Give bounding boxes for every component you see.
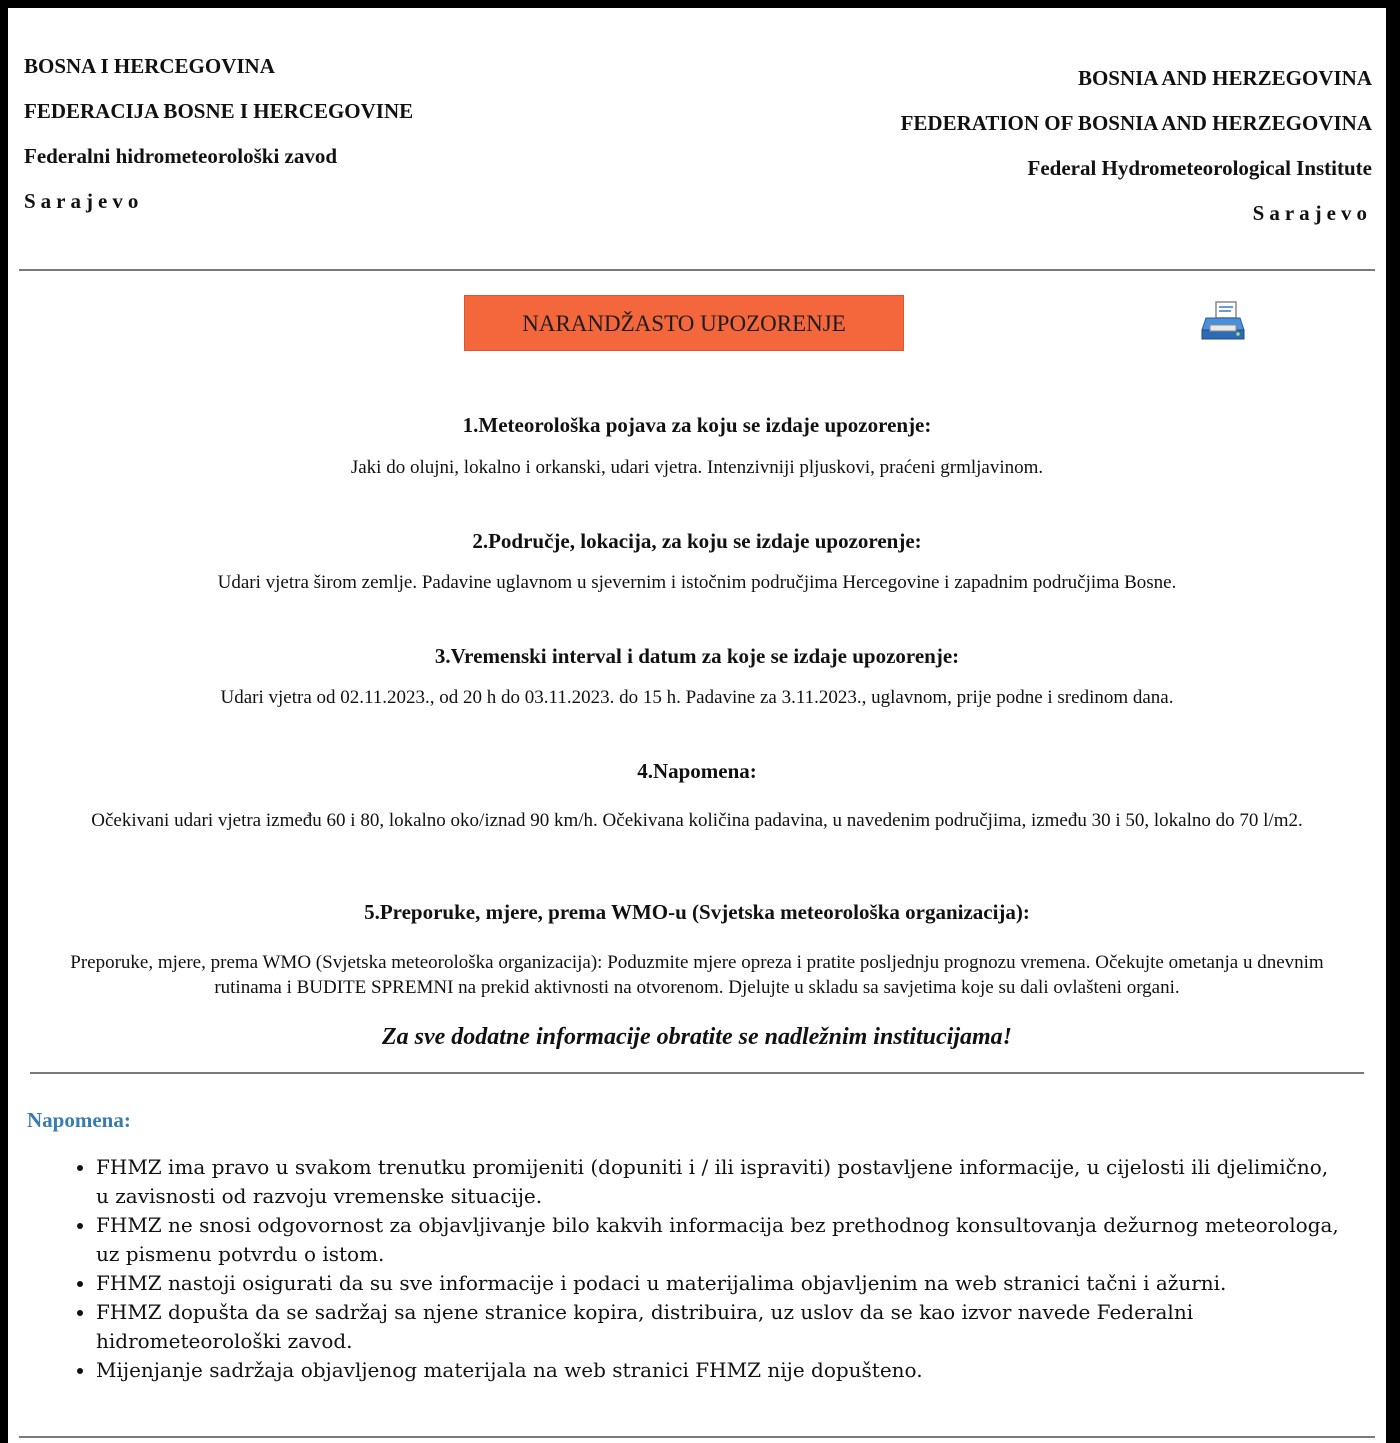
header-left-federation: FEDERACIJA BOSNE I HERCEGOVINE (24, 99, 414, 123)
list-item: • FHMZ nastoji osigurati da su sve informacije i podaci u materijalima objavljenim na web stranici tačni i ažurni. (96, 1269, 1346, 1298)
section-1-title: 1.Meteorološka pojava za koju se izdaje upozorenje: (462, 413, 932, 437)
section-5-title: 5.Preporuke, mjere, prema WMO-u (Svjetska meteorološka organizacija): (364, 900, 1030, 924)
section-4-title: 4.Napomena: (637, 759, 757, 783)
divider-bottom (19, 1436, 1375, 1438)
section-3-title: 3.Vremenski interval i datum za koje se izdaje upozorenje: (434, 644, 960, 668)
list-item: • FHMZ ima pravo u svakom trenutku promijeniti (dopuniti i / ili ispraviti) postavljene informacije, u cijelosti ili djelimično, u zavisnosti od razvoju vremenske situacije. (96, 1153, 1346, 1211)
header-right-federation: FEDERATION OF BOSNIA AND HERZEGOVINA (900, 111, 1372, 135)
section-2-body: Udari vjetra širom zemlje. Padavine uglavnom u sjevernim i istočnim područjima Hercegovine i zapadnim područjima Bosne. (217, 572, 1177, 593)
divider-middle (30, 1072, 1364, 1074)
list-item: • Mijenjanje sadržaja objavljenog materijala na web stranici FHMZ nije dopušteno. (96, 1356, 1346, 1385)
warning-level-badge: NARANDŽASTO UPOZORENJE (464, 295, 904, 351)
section-1-body: Jaki do olujni, lokalno i orkanski, udari vjetra. Intenzivniji pljuskovi, praćeni grmljavinom. (350, 457, 1044, 478)
header-right-institute: Federal Hydrometeorological Institute (1027, 156, 1372, 180)
header-right-city: Sarajevo (1252, 201, 1372, 225)
header-left-institute: Federalni hidrometeorološki zavod (24, 144, 338, 168)
final-note: Za sve dodatne informacije obratite se nadležnim institucijama! (381, 1024, 1012, 1050)
header-left-country: BOSNA I HERCEGOVINA (24, 54, 275, 78)
header-left-block (24, 44, 413, 224)
print-button[interactable] (1198, 298, 1248, 344)
notes-title: Napomena: (27, 1108, 131, 1132)
page (8, 8, 1386, 1443)
section-3-body: Udari vjetra od 02.11.2023., od 20 h do 03.11.2023. do 15 h. Padavine za 3.11.2023., uglavnom, prije podne i sredinom dana. (220, 687, 1174, 708)
header (8, 8, 1386, 270)
list-item: • FHMZ dopušta da se sadržaj sa njene stranice kopira, distribuira, uz uslov da se kao izvor navede Federalni hidrometeorološki zavod. (96, 1298, 1346, 1356)
divider-top (19, 269, 1375, 271)
section-4-body: Očekivani udari vjetra između 60 i 80, lokalno oko/iznad 90 km/h. Očekivana količina padavina, u navedenim područjima, između 30 i 50, lokalno do 70 l/m2. (91, 810, 1303, 831)
header-right-block (901, 56, 1372, 236)
list-item: • FHMZ ne snosi odgovornost za objavljivanje bilo kakvih informacija bez prethodnog konsultovanja dežurnog meteorologa, uz pismenu potvrdu o istom. (96, 1211, 1346, 1269)
header-left-city: Sarajevo (24, 189, 144, 213)
printer-icon (1198, 298, 1248, 344)
section-5-body: Preporuke, mjere, prema WMO (Svjetska meteorološka organizacija): Poduzmite mjere opreza i pratite posljednju prognozu vremena. Očekujte ometanja u dnevnim rutinama i BUDITE SPREMNI na prekid aktivnosti na otvorenom. Djelujte u skladu sa savjetima koje su dali ovlašteni organi. (70, 952, 1324, 998)
section-2-title: 2.Područje, lokacija, za koju se izdaje upozorenje: (472, 529, 922, 553)
notes-list (50, 1153, 1346, 1385)
header-right-country: BOSNIA AND HERZEGOVINA (1077, 66, 1372, 90)
